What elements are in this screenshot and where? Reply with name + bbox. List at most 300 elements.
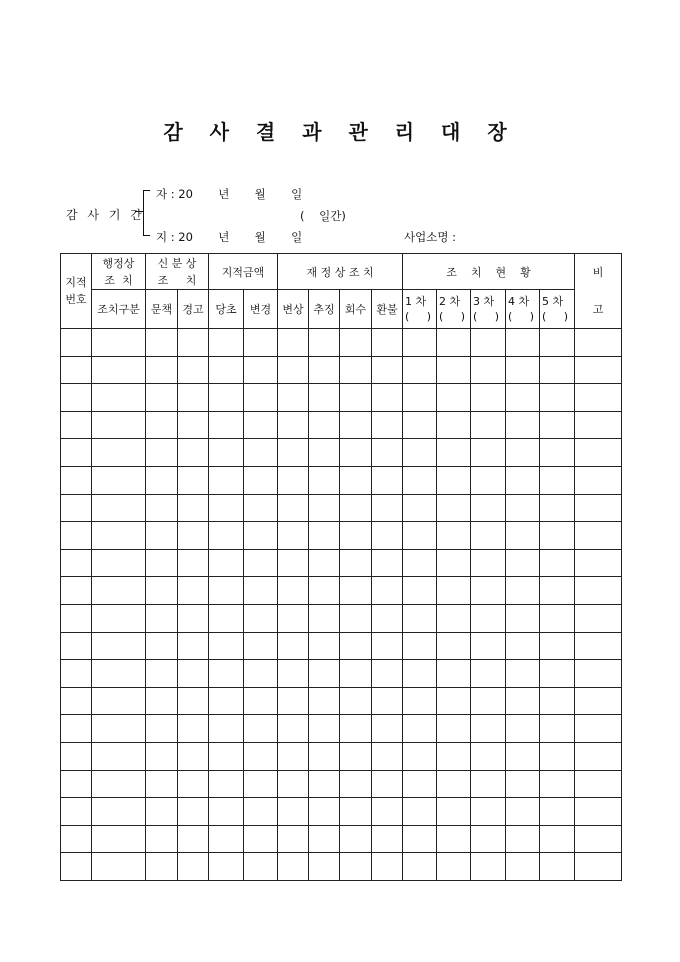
table-cell[interactable] (278, 329, 309, 357)
table-cell[interactable] (309, 411, 340, 439)
table-cell[interactable] (209, 439, 244, 467)
table-cell[interactable] (309, 494, 340, 522)
table-cell[interactable] (309, 604, 340, 632)
table-cell[interactable] (244, 577, 278, 605)
table-cell[interactable] (540, 329, 575, 357)
table-cell[interactable] (278, 549, 309, 577)
table-cell[interactable] (309, 466, 340, 494)
table-cell[interactable] (244, 522, 278, 550)
table-cell[interactable] (178, 798, 209, 826)
table-cell[interactable] (437, 825, 471, 853)
table-cell[interactable] (278, 715, 309, 743)
table-cell[interactable] (92, 687, 146, 715)
table-cell[interactable] (209, 660, 244, 688)
table-cell[interactable] (372, 549, 403, 577)
table-cell[interactable] (146, 660, 178, 688)
table-cell[interactable] (61, 411, 92, 439)
table-cell[interactable] (575, 549, 622, 577)
table-cell[interactable] (471, 742, 506, 770)
table-cell[interactable] (309, 660, 340, 688)
table-cell[interactable] (209, 853, 244, 881)
table-cell[interactable] (92, 329, 146, 357)
table-cell[interactable] (209, 742, 244, 770)
table-cell[interactable] (471, 577, 506, 605)
table-cell[interactable] (340, 411, 372, 439)
table-cell[interactable] (209, 632, 244, 660)
table-cell[interactable] (403, 632, 437, 660)
table-cell[interactable] (146, 494, 178, 522)
table-cell[interactable] (372, 384, 403, 412)
table-cell[interactable] (471, 825, 506, 853)
table-cell[interactable] (178, 329, 209, 357)
table-cell[interactable] (471, 439, 506, 467)
table-cell[interactable] (61, 577, 92, 605)
table-cell[interactable] (278, 825, 309, 853)
table-cell[interactable] (61, 660, 92, 688)
table-cell[interactable] (437, 660, 471, 688)
table-cell[interactable] (209, 715, 244, 743)
table-cell[interactable] (437, 604, 471, 632)
table-cell[interactable] (61, 329, 92, 357)
table-cell[interactable] (372, 494, 403, 522)
table-cell[interactable] (244, 356, 278, 384)
table-cell[interactable] (209, 522, 244, 550)
table-cell[interactable] (178, 384, 209, 412)
table-cell[interactable] (372, 687, 403, 715)
table-cell[interactable] (372, 798, 403, 826)
table-cell[interactable] (540, 439, 575, 467)
table-cell[interactable] (506, 494, 540, 522)
table-cell[interactable] (61, 770, 92, 798)
table-cell[interactable] (471, 770, 506, 798)
table-cell[interactable] (340, 439, 372, 467)
table-cell[interactable] (278, 853, 309, 881)
table-cell[interactable] (506, 742, 540, 770)
table-cell[interactable] (437, 494, 471, 522)
table-cell[interactable] (403, 742, 437, 770)
table-cell[interactable] (437, 522, 471, 550)
table-cell[interactable] (506, 825, 540, 853)
table-cell[interactable] (209, 770, 244, 798)
table-cell[interactable] (278, 770, 309, 798)
table-cell[interactable] (309, 329, 340, 357)
table-cell[interactable] (309, 439, 340, 467)
table-cell[interactable] (340, 549, 372, 577)
table-cell[interactable] (372, 825, 403, 853)
table-cell[interactable] (506, 439, 540, 467)
table-cell[interactable] (506, 660, 540, 688)
table-cell[interactable] (340, 825, 372, 853)
table-cell[interactable] (372, 632, 403, 660)
table-cell[interactable] (209, 494, 244, 522)
table-cell[interactable] (437, 577, 471, 605)
table-cell[interactable] (340, 798, 372, 826)
table-cell[interactable] (540, 632, 575, 660)
table-cell[interactable] (437, 466, 471, 494)
table-cell[interactable] (340, 494, 372, 522)
table-cell[interactable] (92, 384, 146, 412)
table-cell[interactable] (178, 494, 209, 522)
table-cell[interactable] (575, 660, 622, 688)
table-cell[interactable] (340, 356, 372, 384)
table-cell[interactable] (437, 687, 471, 715)
table-cell[interactable] (575, 715, 622, 743)
table-cell[interactable] (92, 522, 146, 550)
table-cell[interactable] (471, 522, 506, 550)
table-cell[interactable] (575, 439, 622, 467)
table-cell[interactable] (471, 853, 506, 881)
table-cell[interactable] (506, 687, 540, 715)
table-cell[interactable] (575, 770, 622, 798)
table-cell[interactable] (540, 687, 575, 715)
table-cell[interactable] (61, 466, 92, 494)
table-cell[interactable] (244, 439, 278, 467)
table-cell[interactable] (575, 522, 622, 550)
table-cell[interactable] (575, 494, 622, 522)
table-cell[interactable] (309, 356, 340, 384)
table-cell[interactable] (340, 687, 372, 715)
table-cell[interactable] (540, 825, 575, 853)
table-cell[interactable] (146, 604, 178, 632)
table-cell[interactable] (403, 604, 437, 632)
table-cell[interactable] (506, 577, 540, 605)
table-cell[interactable] (340, 770, 372, 798)
table-cell[interactable] (278, 466, 309, 494)
table-cell[interactable] (178, 825, 209, 853)
table-cell[interactable] (471, 384, 506, 412)
table-cell[interactable] (437, 770, 471, 798)
table-cell[interactable] (471, 798, 506, 826)
table-cell[interactable] (506, 329, 540, 357)
table-cell[interactable] (244, 494, 278, 522)
table-cell[interactable] (209, 384, 244, 412)
table-cell[interactable] (61, 825, 92, 853)
table-cell[interactable] (506, 522, 540, 550)
table-cell[interactable] (61, 439, 92, 467)
table-cell[interactable] (178, 577, 209, 605)
table-cell[interactable] (403, 494, 437, 522)
table-cell[interactable] (540, 384, 575, 412)
table-cell[interactable] (178, 522, 209, 550)
table-cell[interactable] (146, 770, 178, 798)
table-cell[interactable] (178, 439, 209, 467)
table-cell[interactable] (403, 549, 437, 577)
table-cell[interactable] (540, 356, 575, 384)
table-cell[interactable] (61, 356, 92, 384)
table-cell[interactable] (372, 604, 403, 632)
table-cell[interactable] (309, 384, 340, 412)
table-cell[interactable] (244, 742, 278, 770)
table-cell[interactable] (506, 549, 540, 577)
table-cell[interactable] (309, 798, 340, 826)
table-cell[interactable] (278, 522, 309, 550)
table-cell[interactable] (403, 411, 437, 439)
table-cell[interactable] (540, 522, 575, 550)
table-cell[interactable] (209, 825, 244, 853)
table-cell[interactable] (372, 742, 403, 770)
table-cell[interactable] (506, 715, 540, 743)
table-cell[interactable] (506, 411, 540, 439)
table-cell[interactable] (540, 853, 575, 881)
table-cell[interactable] (575, 687, 622, 715)
table-cell[interactable] (178, 411, 209, 439)
table-cell[interactable] (92, 411, 146, 439)
table-cell[interactable] (146, 715, 178, 743)
table-cell[interactable] (146, 577, 178, 605)
table-cell[interactable] (244, 687, 278, 715)
table-cell[interactable] (575, 411, 622, 439)
table-cell[interactable] (540, 466, 575, 494)
table-cell[interactable] (209, 687, 244, 715)
table-cell[interactable] (540, 411, 575, 439)
table-cell[interactable] (540, 660, 575, 688)
table-cell[interactable] (146, 522, 178, 550)
table-cell[interactable] (146, 329, 178, 357)
table-cell[interactable] (340, 466, 372, 494)
table-cell[interactable] (403, 770, 437, 798)
table-cell[interactable] (244, 853, 278, 881)
table-cell[interactable] (437, 439, 471, 467)
table-cell[interactable] (403, 356, 437, 384)
table-cell[interactable] (372, 770, 403, 798)
table-cell[interactable] (92, 853, 146, 881)
table-cell[interactable] (309, 687, 340, 715)
table-cell[interactable] (471, 632, 506, 660)
table-cell[interactable] (209, 549, 244, 577)
table-cell[interactable] (372, 660, 403, 688)
table-cell[interactable] (506, 798, 540, 826)
table-cell[interactable] (403, 853, 437, 881)
table-cell[interactable] (244, 329, 278, 357)
table-cell[interactable] (178, 466, 209, 494)
table-cell[interactable] (61, 604, 92, 632)
table-cell[interactable] (575, 356, 622, 384)
table-cell[interactable] (92, 742, 146, 770)
table-cell[interactable] (244, 384, 278, 412)
table-cell[interactable] (437, 715, 471, 743)
table-cell[interactable] (540, 770, 575, 798)
table-cell[interactable] (244, 632, 278, 660)
table-cell[interactable] (278, 742, 309, 770)
table-cell[interactable] (61, 798, 92, 826)
table-cell[interactable] (146, 853, 178, 881)
table-cell[interactable] (92, 604, 146, 632)
table-cell[interactable] (506, 604, 540, 632)
table-cell[interactable] (278, 356, 309, 384)
table-cell[interactable] (575, 853, 622, 881)
table-cell[interactable] (340, 715, 372, 743)
table-cell[interactable] (61, 549, 92, 577)
table-cell[interactable] (403, 329, 437, 357)
table-cell[interactable] (372, 853, 403, 881)
table-cell[interactable] (244, 660, 278, 688)
table-cell[interactable] (309, 770, 340, 798)
table-cell[interactable] (244, 798, 278, 826)
table-cell[interactable] (471, 466, 506, 494)
table-cell[interactable] (437, 632, 471, 660)
table-cell[interactable] (340, 384, 372, 412)
table-cell[interactable] (403, 384, 437, 412)
table-cell[interactable] (209, 329, 244, 357)
table-cell[interactable] (471, 549, 506, 577)
table-cell[interactable] (178, 770, 209, 798)
table-cell[interactable] (540, 494, 575, 522)
table-cell[interactable] (244, 604, 278, 632)
table-cell[interactable] (372, 411, 403, 439)
table-cell[interactable] (309, 825, 340, 853)
table-cell[interactable] (244, 715, 278, 743)
table-cell[interactable] (278, 577, 309, 605)
table-cell[interactable] (340, 853, 372, 881)
table-cell[interactable] (437, 329, 471, 357)
table-cell[interactable] (506, 384, 540, 412)
table-cell[interactable] (309, 632, 340, 660)
table-cell[interactable] (61, 742, 92, 770)
table-cell[interactable] (92, 549, 146, 577)
table-cell[interactable] (437, 356, 471, 384)
table-cell[interactable] (146, 742, 178, 770)
table-cell[interactable] (278, 439, 309, 467)
table-cell[interactable] (146, 356, 178, 384)
table-cell[interactable] (92, 770, 146, 798)
table-cell[interactable] (540, 798, 575, 826)
table-cell[interactable] (278, 384, 309, 412)
table-cell[interactable] (209, 798, 244, 826)
table-cell[interactable] (309, 577, 340, 605)
table-cell[interactable] (372, 715, 403, 743)
table-cell[interactable] (178, 549, 209, 577)
table-cell[interactable] (178, 604, 209, 632)
table-cell[interactable] (340, 329, 372, 357)
table-cell[interactable] (209, 604, 244, 632)
table-cell[interactable] (92, 356, 146, 384)
table-cell[interactable] (92, 466, 146, 494)
table-cell[interactable] (146, 411, 178, 439)
table-cell[interactable] (403, 660, 437, 688)
table-cell[interactable] (278, 660, 309, 688)
table-cell[interactable] (575, 632, 622, 660)
table-cell[interactable] (403, 798, 437, 826)
table-cell[interactable] (92, 660, 146, 688)
table-cell[interactable] (146, 798, 178, 826)
table-cell[interactable] (372, 522, 403, 550)
table-cell[interactable] (92, 494, 146, 522)
table-cell[interactable] (437, 798, 471, 826)
table-cell[interactable] (471, 329, 506, 357)
table-cell[interactable] (506, 770, 540, 798)
table-cell[interactable] (575, 577, 622, 605)
table-cell[interactable] (372, 577, 403, 605)
table-cell[interactable] (178, 687, 209, 715)
table-cell[interactable] (61, 522, 92, 550)
table-cell[interactable] (403, 522, 437, 550)
table-cell[interactable] (437, 853, 471, 881)
table-cell[interactable] (244, 825, 278, 853)
table-cell[interactable] (61, 715, 92, 743)
table-cell[interactable] (540, 549, 575, 577)
table-cell[interactable] (575, 742, 622, 770)
table-cell[interactable] (244, 466, 278, 494)
table-cell[interactable] (471, 604, 506, 632)
table-cell[interactable] (403, 577, 437, 605)
table-cell[interactable] (309, 853, 340, 881)
table-cell[interactable] (178, 742, 209, 770)
table-cell[interactable] (61, 853, 92, 881)
table-cell[interactable] (278, 411, 309, 439)
table-cell[interactable] (92, 632, 146, 660)
table-cell[interactable] (309, 715, 340, 743)
table-cell[interactable] (372, 356, 403, 384)
table-cell[interactable] (309, 522, 340, 550)
table-cell[interactable] (178, 853, 209, 881)
table-cell[interactable] (575, 384, 622, 412)
table-cell[interactable] (471, 356, 506, 384)
table-cell[interactable] (575, 466, 622, 494)
table-cell[interactable] (437, 411, 471, 439)
table-cell[interactable] (92, 577, 146, 605)
table-cell[interactable] (471, 660, 506, 688)
table-cell[interactable] (278, 632, 309, 660)
table-cell[interactable] (506, 466, 540, 494)
table-cell[interactable] (209, 466, 244, 494)
table-cell[interactable] (471, 715, 506, 743)
table-cell[interactable] (340, 632, 372, 660)
table-cell[interactable] (575, 329, 622, 357)
table-cell[interactable] (437, 742, 471, 770)
table-cell[interactable] (372, 439, 403, 467)
table-cell[interactable] (575, 604, 622, 632)
table-cell[interactable] (340, 660, 372, 688)
table-cell[interactable] (437, 549, 471, 577)
table-cell[interactable] (244, 770, 278, 798)
table-cell[interactable] (146, 466, 178, 494)
table-cell[interactable] (403, 825, 437, 853)
table-cell[interactable] (146, 384, 178, 412)
table-cell[interactable] (340, 604, 372, 632)
table-cell[interactable] (146, 632, 178, 660)
table-cell[interactable] (372, 329, 403, 357)
table-cell[interactable] (575, 825, 622, 853)
table-cell[interactable] (146, 549, 178, 577)
table-cell[interactable] (61, 494, 92, 522)
table-cell[interactable] (278, 604, 309, 632)
table-cell[interactable] (92, 825, 146, 853)
table-cell[interactable] (209, 411, 244, 439)
table-cell[interactable] (437, 384, 471, 412)
table-cell[interactable] (403, 466, 437, 494)
table-cell[interactable] (61, 632, 92, 660)
table-cell[interactable] (146, 825, 178, 853)
table-cell[interactable] (340, 522, 372, 550)
table-cell[interactable] (244, 411, 278, 439)
table-cell[interactable] (92, 715, 146, 743)
table-cell[interactable] (61, 687, 92, 715)
table-cell[interactable] (540, 577, 575, 605)
table-cell[interactable] (61, 384, 92, 412)
table-cell[interactable] (506, 356, 540, 384)
table-cell[interactable] (278, 798, 309, 826)
table-cell[interactable] (340, 577, 372, 605)
table-cell[interactable] (92, 439, 146, 467)
table-cell[interactable] (506, 632, 540, 660)
table-cell[interactable] (540, 604, 575, 632)
table-cell[interactable] (244, 549, 278, 577)
table-cell[interactable] (178, 715, 209, 743)
table-cell[interactable] (403, 439, 437, 467)
table-cell[interactable] (340, 742, 372, 770)
table-cell[interactable] (403, 687, 437, 715)
table-cell[interactable] (209, 577, 244, 605)
